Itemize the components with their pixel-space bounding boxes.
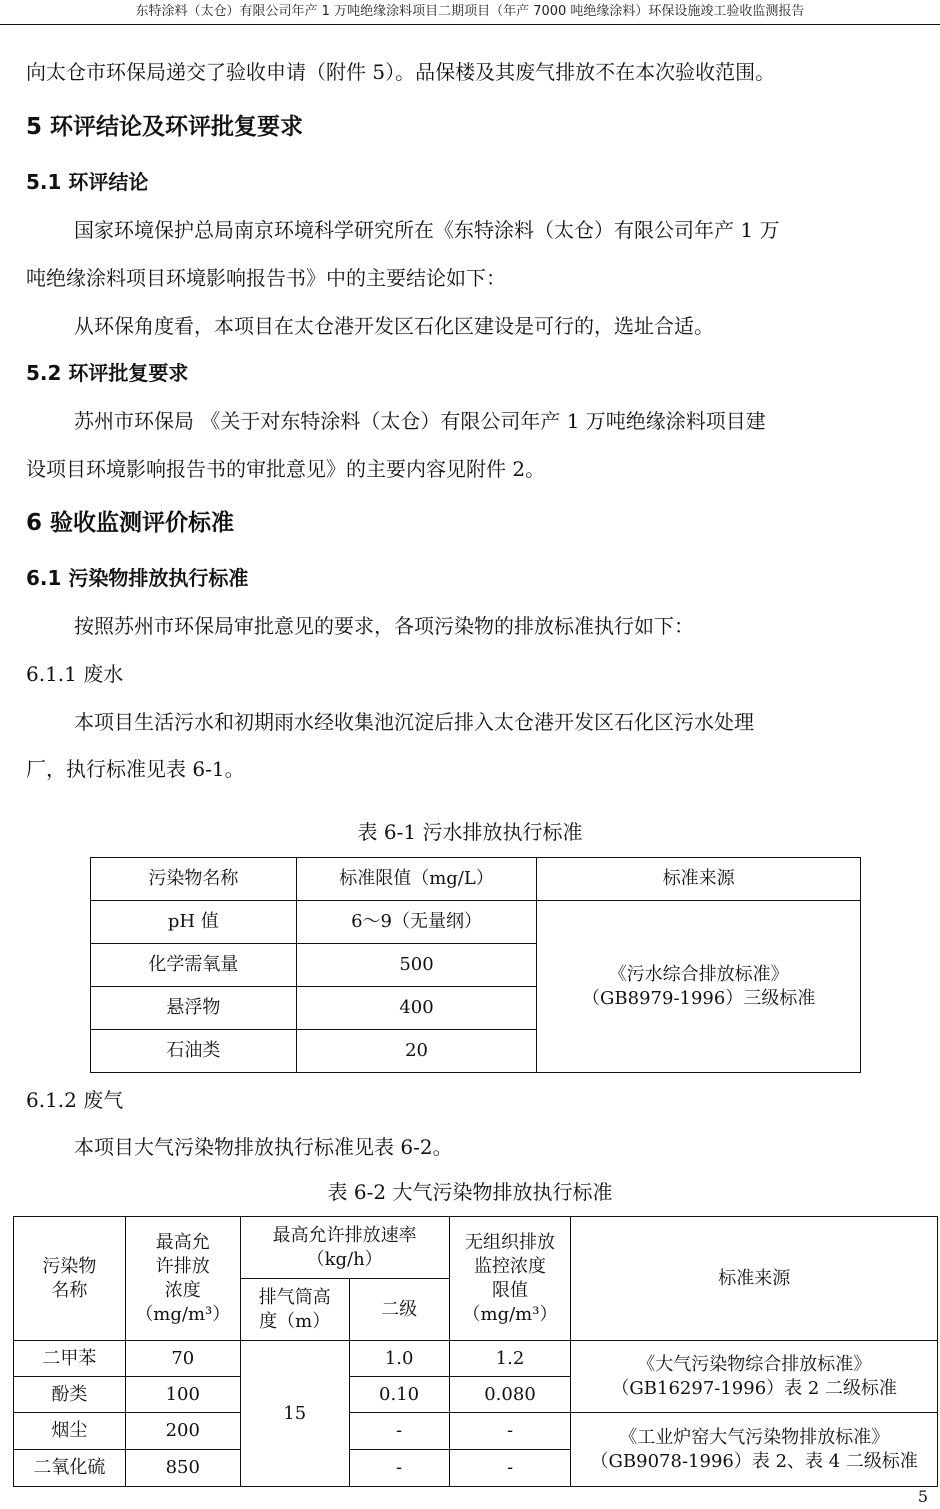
- table-cell: pH 值: [91, 901, 297, 944]
- table-cell: 70: [125, 1341, 240, 1377]
- section-6-1-1-paragraph-line2: 厂，执行标准见表 6-1。: [26, 757, 245, 781]
- header-stack-height: [240, 1279, 349, 1341]
- table-cell: 酚类: [14, 1377, 126, 1413]
- header-line: 最高允: [155, 1231, 210, 1253]
- page-header: 东特涂料（太仓）有限公司年产 1 万吨绝缘涂料项目二期项目（年产 7000 吨绝缘涂料）环保设施竣工验收监测报告: [0, 0, 940, 25]
- table-6-2: [13, 1216, 938, 1487]
- section-5-1-paragraph2: 从环保角度看，本项目在太仓港开发区石化区建设是可行的，选址合适。: [74, 314, 714, 338]
- table-cell: 化学需氧量: [91, 944, 297, 987]
- section-5-1-paragraph-line1: 国家环境保护总局南京环境科学研究所在《东特涂料（太仓）有限公司年产 1 万: [74, 218, 780, 242]
- header-line: 排气筒高: [258, 1286, 331, 1308]
- table-6-1-caption: 表 6-1 污水排放执行标准: [357, 820, 583, 844]
- section-5-1-paragraph-line2: 吨绝缘涂料项目环境影响报告书》中的主要结论如下：: [26, 266, 506, 290]
- table-cell: -: [349, 1450, 449, 1487]
- table-cell: -: [449, 1413, 571, 1450]
- header-pollutant: [14, 1217, 126, 1341]
- section-5-title: 5 环评结论及环评批复要求: [26, 114, 304, 140]
- header-line: 名称: [51, 1279, 88, 1301]
- table-row: [91, 901, 861, 944]
- section-5-2-title: 5.2 环评批复要求: [26, 361, 189, 385]
- table-source-cell: [571, 1341, 938, 1413]
- table-header-cell: 标准来源: [537, 858, 861, 901]
- header-line: 限值: [492, 1279, 528, 1301]
- page-number: 5: [917, 1487, 928, 1506]
- header-fugitive-limit: [449, 1217, 571, 1341]
- table-cell: 0.10: [349, 1377, 449, 1413]
- header-line: 浓度: [164, 1279, 201, 1301]
- header-line: 最高允许排放速率: [272, 1224, 417, 1246]
- table-cell: 烟尘: [14, 1413, 126, 1450]
- stack-height-cell: 15: [240, 1341, 349, 1487]
- table-cell: 石油类: [91, 1030, 297, 1073]
- header-line: 污染物: [42, 1255, 97, 1277]
- table-cell: 6～9（无量纲）: [296, 901, 537, 944]
- table-cell: -: [449, 1450, 571, 1487]
- table-row: [14, 1341, 938, 1377]
- table-6-1: [90, 857, 861, 1073]
- source-line: 《污水综合排放标准》: [608, 963, 789, 985]
- section-5-1-title: 5.1 环评结论: [26, 170, 149, 194]
- table-cell: 二甲苯: [14, 1341, 126, 1377]
- table-header-cell: 标准限值（mg/L）: [296, 858, 537, 901]
- header-max-concentration: [125, 1217, 240, 1341]
- table-source-cell: [571, 1413, 938, 1487]
- header-line: 无组织排放: [465, 1231, 555, 1253]
- source-line: 《大气污染物综合排放标准》: [637, 1353, 872, 1375]
- table-source-cell: [537, 901, 861, 1073]
- table-cell: 500: [296, 944, 537, 987]
- table-cell: 200: [125, 1413, 240, 1450]
- header-line: 度（m）: [259, 1310, 331, 1332]
- section-5-2-paragraph-line2: 设项目环境影响报告书的审批意见》的主要内容见附件 2。: [26, 457, 546, 481]
- table-cell: 20: [296, 1030, 537, 1073]
- table-cell: 850: [125, 1450, 240, 1487]
- source-line: （GB8979-1996）三级标准: [582, 987, 816, 1009]
- header-line: 监控浓度: [474, 1255, 546, 1277]
- source-line: （GB16297-1996）表 2 二级标准: [611, 1377, 898, 1399]
- header-line: 许排放: [155, 1255, 210, 1277]
- section-6-1-2-title: 6.1.2 废气: [26, 1088, 124, 1112]
- section-6-1-paragraph: 按照苏州市环保局审批意见的要求，各项污染物的排放标准执行如下：: [74, 614, 694, 638]
- section-6-1-1-paragraph-line1: 本项目生活污水和初期雨水经收集池沉淀后排入太仓港开发区石化区污水处理: [74, 710, 754, 734]
- source-line: 《工业炉窑大气污染物排放标准》: [619, 1426, 890, 1448]
- table-cell: 0.080: [449, 1377, 571, 1413]
- header-line: （kg/h）: [306, 1248, 383, 1270]
- table-6-2-caption: 表 6-2 大气污染物排放执行标准: [327, 1180, 613, 1204]
- table-header-cell: 污染物名称: [91, 858, 297, 901]
- table-cell: 1.2: [449, 1341, 571, 1377]
- section-6-1-title: 6.1 污染物排放执行标准: [26, 566, 249, 590]
- section-6-1-2-paragraph: 本项目大气污染物排放执行标准见表 6-2。: [74, 1135, 453, 1159]
- header-source: 标准来源: [571, 1217, 938, 1341]
- table-cell: 1.0: [349, 1341, 449, 1377]
- section-5-2-paragraph-line1: 苏州市环保局 《关于对东特涂料（太仓）有限公司年产 1 万吨绝缘涂料项目建: [74, 409, 766, 433]
- header-grade: 二级: [349, 1279, 449, 1341]
- table-cell: 悬浮物: [91, 987, 297, 1030]
- intro-line: 向太仓市环保局递交了验收申请（附件 5）。品保楼及其废气排放不在本次验收范围。: [26, 60, 776, 84]
- table-row: [14, 1413, 938, 1450]
- header-max-rate: [240, 1217, 449, 1279]
- section-6-title: 6 验收监测评价标准: [26, 510, 235, 536]
- header-line: （mg/m³）: [135, 1303, 231, 1325]
- table-cell: 100: [125, 1377, 240, 1413]
- section-6-1-1-title: 6.1.1 废水: [26, 662, 124, 686]
- table-cell: 400: [296, 987, 537, 1030]
- header-line: （mg/m³）: [462, 1303, 558, 1325]
- table-cell: 二氧化硫: [14, 1450, 126, 1487]
- table-cell: -: [349, 1413, 449, 1450]
- source-line: （GB9078-1996）表 2、表 4 二级标准: [590, 1450, 918, 1472]
